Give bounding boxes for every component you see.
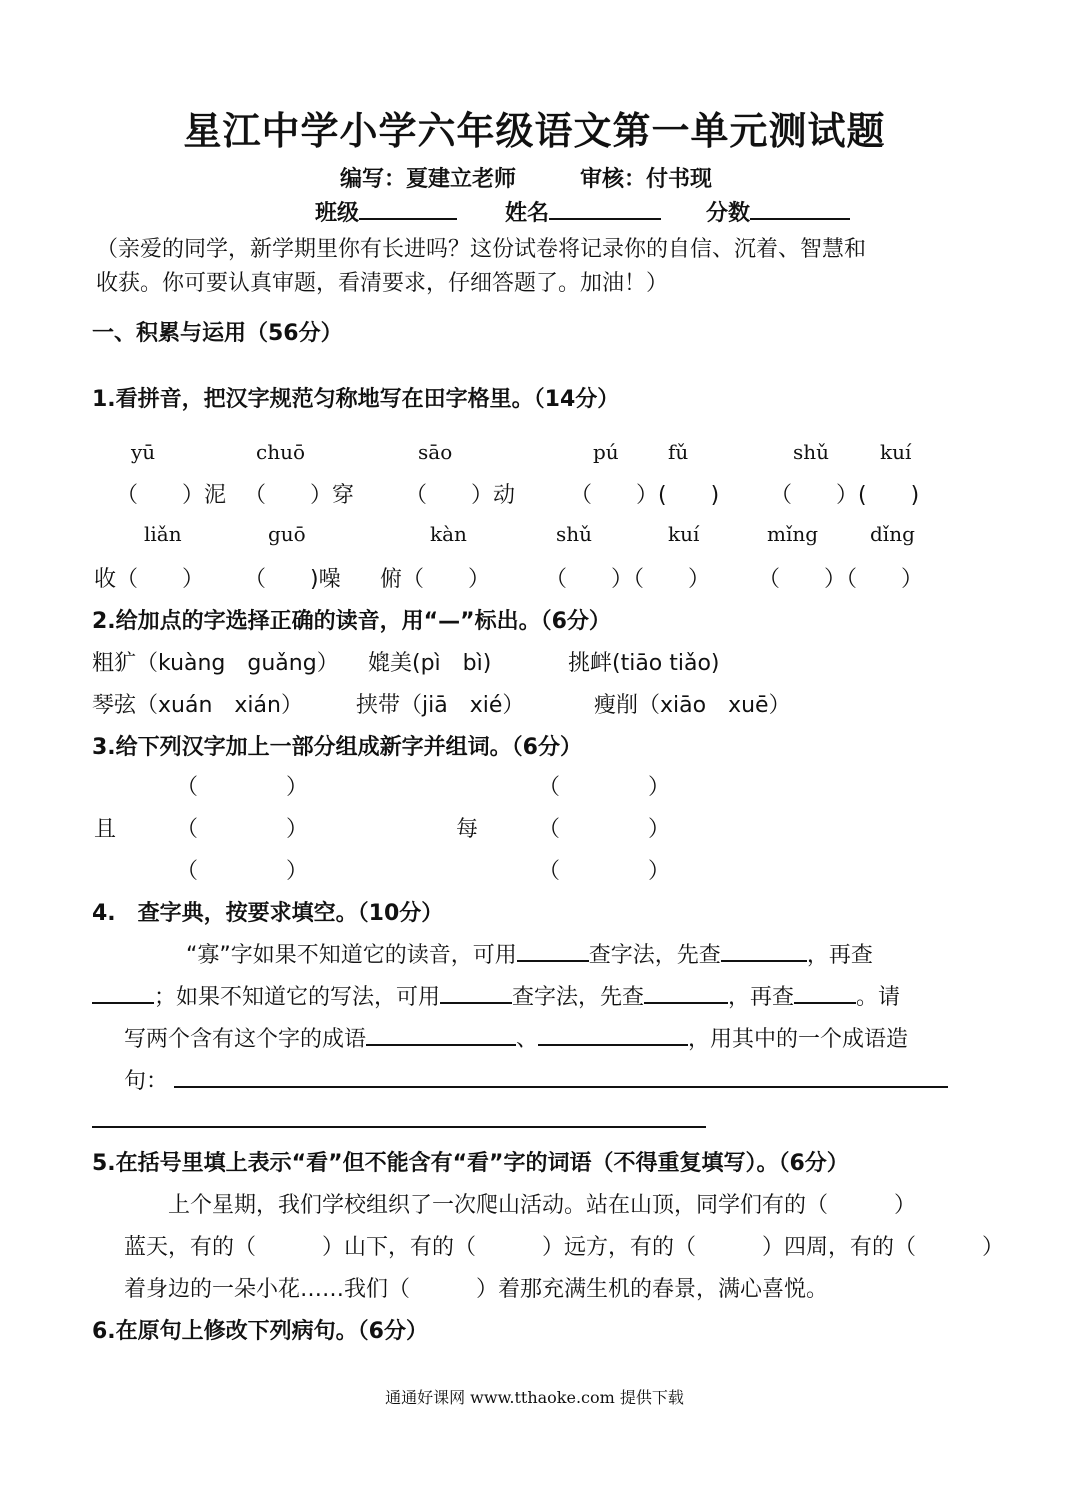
- question-6-heading: 6.在原句上修改下列病句。（6分）: [92, 1319, 428, 1344]
- char-blank-8[interactable]: 俯（ ）: [380, 567, 491, 592]
- name-label: 姓名: [505, 201, 550, 226]
- reading-option-5[interactable]: 挟带（jiā xié）: [356, 693, 525, 718]
- char-blank-2[interactable]: （ ）穿: [244, 483, 355, 508]
- pinyin-11: shǔ: [556, 522, 593, 546]
- q4-text-2d: 。请: [856, 985, 901, 1010]
- char-blank-3[interactable]: （ ）动: [405, 483, 516, 508]
- q4-idiom-blank-1[interactable]: [366, 1022, 516, 1046]
- pinyin-8: liǎn: [144, 522, 182, 546]
- name-blank[interactable]: [549, 196, 661, 220]
- q4-line-3: [124, 1022, 908, 1053]
- base-char-1: 且: [94, 817, 117, 842]
- char-blank-5[interactable]: （ ）( ): [770, 483, 920, 508]
- q4-blank-5[interactable]: [644, 980, 728, 1004]
- class-label: 班级: [315, 201, 360, 226]
- page-title: 星江中学小学六年级语文第一单元测试题: [183, 108, 886, 153]
- q4-line-2: [92, 980, 900, 1011]
- q4-idiom-blank-2[interactable]: [538, 1022, 688, 1046]
- pinyin-4: pú: [593, 440, 619, 464]
- q4-text-1c: ，再查: [806, 943, 873, 968]
- char-blank-7[interactable]: （ )噪: [244, 567, 341, 592]
- pinyin-7: kuí: [880, 440, 912, 464]
- compose-blank-4[interactable]: （ ）: [538, 775, 671, 800]
- name-field: [505, 196, 661, 227]
- q4-text-2a: ；如果不知道它的写法，可用: [154, 985, 441, 1010]
- char-blank-10[interactable]: （ ）（ ）: [758, 567, 924, 592]
- compose-blank-6[interactable]: （ ）: [538, 859, 671, 884]
- pinyin-12: kuí: [668, 522, 700, 546]
- compose-blank-5[interactable]: （ ）: [538, 817, 671, 842]
- base-char-2: 每: [456, 817, 479, 842]
- question-5-heading: 5.在括号里填上表示“看”但不能含有“看”字的词语（不得重复填写）。（6分）: [92, 1151, 849, 1176]
- char-blank-1[interactable]: （ ）泥: [116, 483, 227, 508]
- score-blank[interactable]: [750, 196, 850, 220]
- reviewer-credit: 审核：付书现: [580, 167, 713, 192]
- score-field: [706, 196, 850, 227]
- q4-blank-2[interactable]: [721, 938, 807, 962]
- char-blank-6[interactable]: 收（ ）: [94, 567, 205, 592]
- q5-line-3: 着身边的一朵小花……我们（ ）着那充满生机的春景，满心喜悦。: [124, 1277, 829, 1302]
- q4-blank-4[interactable]: [440, 980, 512, 1004]
- reading-option-4[interactable]: 琴弦（xuán xián）: [92, 693, 303, 718]
- class-blank[interactable]: [359, 196, 457, 220]
- question-1-heading: 1.看拼音，把汉字规范匀称地写在田字格里。（14分）: [92, 387, 620, 412]
- writer-credit: 编写：夏建立老师: [340, 167, 517, 192]
- pinyin-9: guō: [268, 522, 306, 546]
- question-4-heading: 4. 查字典，按要求填空。（10分）: [92, 901, 444, 926]
- pinyin-6: shǔ: [793, 440, 830, 464]
- pinyin-5: fǔ: [668, 440, 689, 464]
- q4-blank-6[interactable]: [794, 980, 856, 1004]
- intro-line-2: 收获。你可要认真审题，看清要求，仔细答题了。加油！）: [96, 271, 669, 296]
- pinyin-2: chuō: [256, 440, 306, 464]
- section-1-heading: 一、积累与运用（56分）: [92, 321, 343, 346]
- score-label: 分数: [706, 201, 751, 226]
- char-blank-4[interactable]: （ ）( ): [570, 483, 720, 508]
- intro-line-1: （亲爱的同学，新学期里你有长进吗？这份试卷将记录你的自信、沉着、智慧和: [96, 237, 867, 262]
- sentence-answer-line-1[interactable]: [174, 1086, 948, 1088]
- q4-blank-3[interactable]: [92, 980, 154, 1004]
- class-field: [315, 196, 457, 227]
- q4-text-3c: ，用其中的一个成语造: [688, 1027, 909, 1052]
- q4-text-3a: 写两个含有这个字的成语: [124, 1027, 367, 1052]
- pinyin-14: dǐng: [870, 522, 915, 546]
- question-2-heading: 2.给加点的字选择正确的读音，用“—”标出。（6分）: [92, 609, 611, 634]
- sentence-answer-line-2[interactable]: [92, 1126, 706, 1128]
- compose-blank-2[interactable]: （ ）: [176, 817, 309, 842]
- reading-option-2[interactable]: 媲美(pì bì): [368, 651, 492, 676]
- reading-option-1[interactable]: 粗犷（kuàng guǎng）: [92, 651, 339, 676]
- compose-blank-3[interactable]: （ ）: [176, 859, 309, 884]
- q4-line-1: [186, 938, 873, 969]
- reading-option-6[interactable]: 瘦削（xiāo xuē）: [594, 693, 791, 718]
- q4-text-3b: 、: [516, 1027, 539, 1052]
- page-footer: 通通好课网 www.tthaoke.com 提供下载: [385, 1388, 684, 1407]
- char-blank-9[interactable]: （ ）（ ）: [545, 567, 711, 592]
- reading-option-3[interactable]: 挑衅(tiāo tiǎo): [568, 651, 720, 676]
- pinyin-13: mǐng: [767, 522, 819, 546]
- q4-sentence-label: 句：: [124, 1069, 169, 1094]
- compose-blank-1[interactable]: （ ）: [176, 775, 309, 800]
- pinyin-1: yū: [131, 440, 156, 464]
- question-3-heading: 3.给下列汉字加上一部分组成新字并组词。（6分）: [92, 735, 582, 760]
- q5-line-1: 上个星期，我们学校组织了一次爬山活动。站在山顶，同学们有的（ ）: [168, 1193, 917, 1218]
- q4-text-2c: ，再查: [728, 985, 795, 1010]
- q4-text-2b: 查字法，先查: [512, 985, 645, 1010]
- q5-line-2: 蓝天，有的（ ）山下，有的（ ）远方，有的（ ）四周，有的（ ）: [124, 1235, 1005, 1260]
- q4-blank-1[interactable]: [517, 938, 589, 962]
- q4-text-1b: 查字法，先查: [588, 943, 721, 968]
- q4-text-1a: “寡”字如果不知道它的读音，可用: [186, 943, 517, 968]
- pinyin-3: sāo: [418, 440, 453, 464]
- pinyin-10: kàn: [430, 522, 467, 546]
